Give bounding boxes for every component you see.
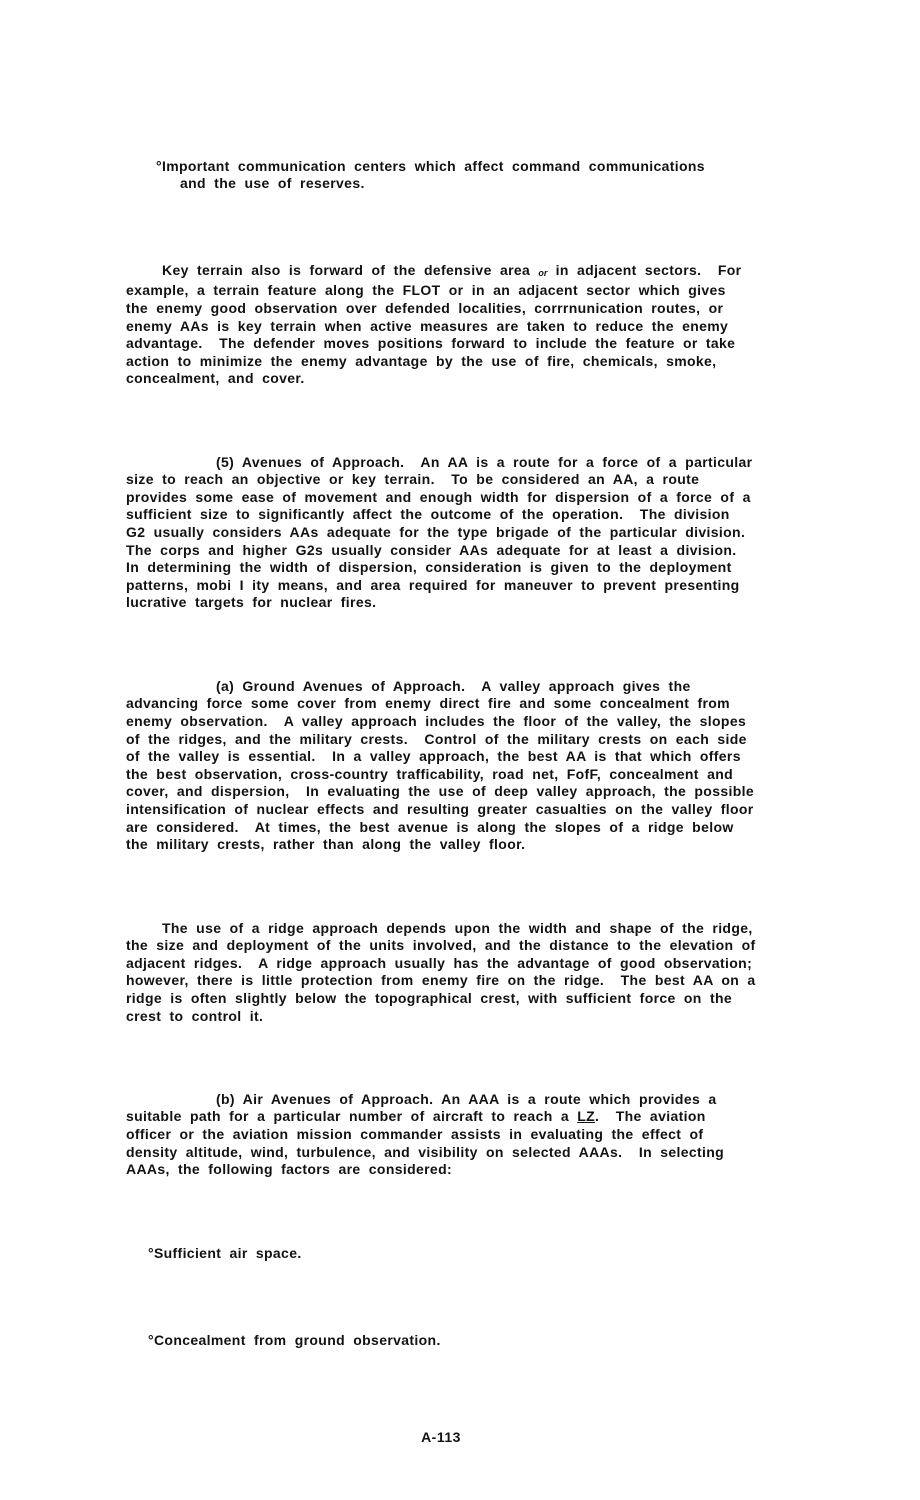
bullet-text: Concealment from ground observation. — [153, 1332, 441, 1348]
bullet-marker: ° — [148, 1244, 154, 1261]
paragraph-key-terrain — [126, 262, 756, 388]
paragraph-key-terrain-before: Key terrain also is forward of the defensive area — [162, 261, 539, 278]
paragraph-air-avenues — [126, 1091, 756, 1179]
bullet-item-sufficient-air-space — [126, 1245, 756, 1263]
paragraph-ridge-approach: The use of a ridge approach depends upon the width and shape of the ridge, the size and deployment of the units involved, and the distance to the elevation of adjacent ridges. A ridge approach usually has the advantage of good observation; however, there is little protection from enemy fire on the ridge. The best AA on a ridge is often slightly below the topographical crest, with sufficient force on the crest to control it. — [126, 919, 764, 1024]
bullet-text: Important communication centers which affect command communications and the use of reserves. — [161, 157, 714, 192]
bullet-item-communication-centers — [126, 158, 720, 193]
lz-underlined: LZ — [577, 1108, 596, 1125]
paragraph-key-terrain-after: in adjacent sectors. For example, a terrain feature along the FLOT or in an adjacent sector which gives the enemy good observation over defended localities, corrrnunication routes, or enemy AAs is key terrain when active measures are taken to reduce the enemy advantage. The defender moves positions forward to include the feature or take action to minimize the enemy advantage by the use of fire, chemicals, smoke, concealment, and cover. — [126, 261, 750, 387]
bullet-item-concealment — [126, 1332, 756, 1350]
paragraph-avenues-of-approach: (5) Avenues of Approach. An AA is a route for a force of a particular size to reach an objective or key terrain. To be considered an AA, a route provides some ease of movement and enough width for dispersion of a force of a sufficient size to significantly affect the outcome of the operation. The division G2 usually considers AAs adequate for the type brigade of the particular division. The corps and higher G2s usually consider AAs adequate for at least a division. In determining the width of dispersion, consideration is given to the deployment patterns, mobi I ity means, and area required for maneuver to prevent presenting lucrative targets for nuclear fires. — [126, 453, 762, 611]
bullet-text: Sufficient air space. — [153, 1244, 302, 1261]
paragraph-ground-avenues: (a) Ground Avenues of Approach. A valley approach gives the advancing force some cover from enemy direct fire and some concealment from enemy observation. A valley approach includes the floor of the valley, the slopes of the ridges, and the military crests. Control of the military crests on each side of the valley is essential. In a valley approach, the best AA is that which offers the best observation, cross-country trafficability, road net, FofF, concealment and cover, and dispersion, In evaluating the use of deep valley approach, the possible intensification of nuclear effects and resulting greater casualties on the valley floor are considered. At times, the best avenue is along the slopes of a ridge below the military crests, rather than along the valley floor. — [126, 677, 763, 853]
paragraph-air-avenues-after: . The aviation officer or the aviation mission commander assists in evaluating the effect of density altitude, wind, turbulence, and visibility on selected AAAs. In selecting AAAs, the following factors are considered: — [126, 1108, 732, 1178]
paragraph-air-avenues-before: (b) Air Avenues of Approach. An AAA is a route which provides a suitable path for a particular number of aircraft to reach a — [126, 1090, 725, 1125]
bullet-marker: ° — [156, 157, 162, 174]
inline-small-or: or — [538, 267, 548, 278]
page-content — [126, 105, 764, 1500]
bullet-marker: ° — [148, 1332, 154, 1348]
page-number: A-113 — [421, 1429, 461, 1446]
